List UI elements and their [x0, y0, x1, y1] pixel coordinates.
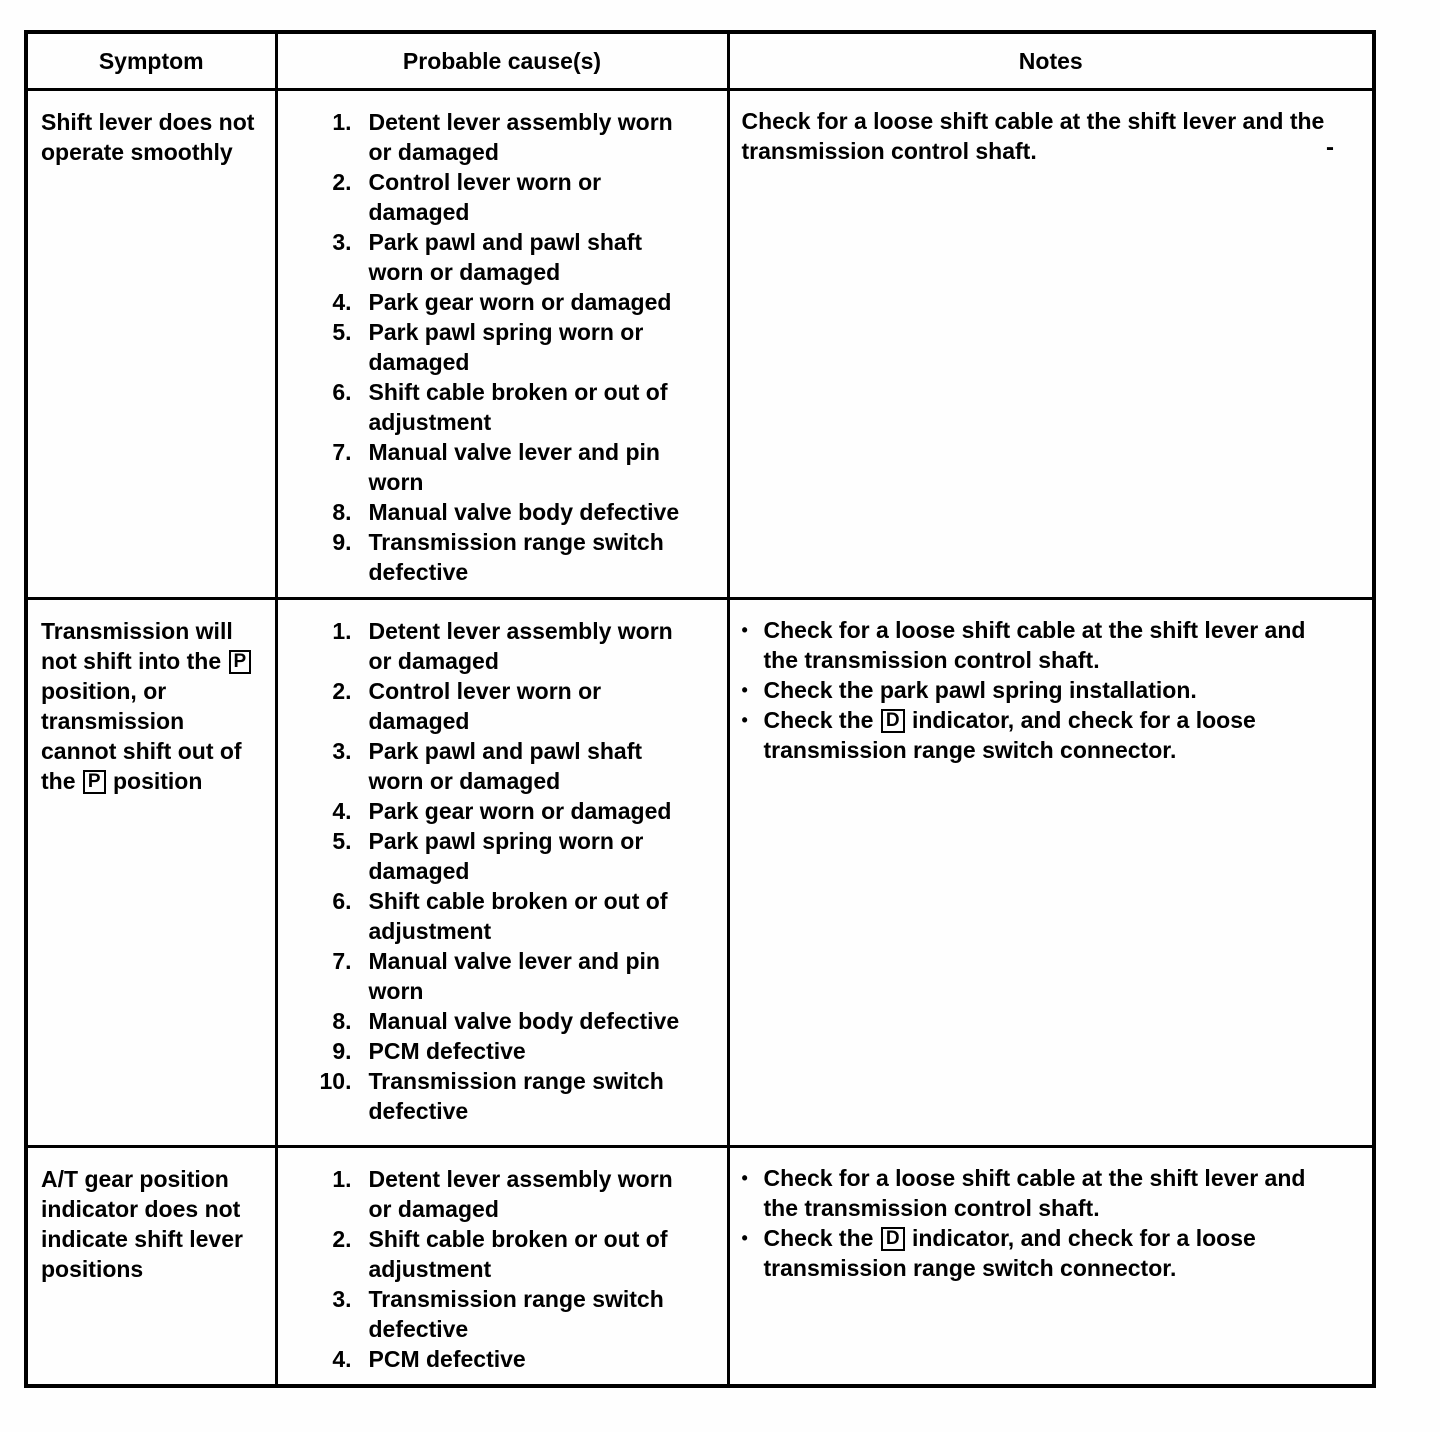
- cause-text: Manual valve lever and pin worn: [368, 439, 660, 495]
- probable-causes-cell: [276, 599, 728, 1147]
- bullet-icon: •: [741, 1228, 748, 1248]
- symptom-text: A/T gear position indicator does not indicate shift lever positions: [41, 1166, 243, 1282]
- cause-number: 1.: [332, 109, 352, 135]
- note-item: [742, 615, 1351, 675]
- cause-text: Park pawl spring worn or damaged: [368, 828, 644, 884]
- cause-item: [302, 167, 721, 227]
- cause-item: [302, 736, 721, 796]
- cause-item: [302, 527, 721, 587]
- bullet-icon: •: [741, 710, 748, 730]
- cause-item: [302, 287, 721, 317]
- cause-number: 7.: [332, 948, 352, 974]
- cause-number: 3.: [332, 738, 352, 764]
- cause-text: Detent lever assembly worn or damaged: [368, 618, 673, 674]
- cause-number: 6.: [332, 888, 352, 914]
- cause-item: [302, 616, 721, 676]
- cause-text: Control lever worn or damaged: [368, 678, 602, 734]
- cause-text: Park pawl spring worn or damaged: [368, 319, 644, 375]
- cause-number: 4.: [332, 289, 352, 315]
- cause-item: [302, 1284, 721, 1344]
- cause-text: PCM defective: [368, 1346, 526, 1372]
- cause-number: 1.: [332, 618, 352, 644]
- cause-number: 5.: [332, 319, 352, 345]
- cause-number: 4.: [332, 798, 352, 824]
- cause-text: Shift cable broken or out of adjustment: [368, 888, 668, 944]
- column-header-notes: Notes: [728, 32, 1374, 90]
- probable-causes-cell: [276, 90, 728, 599]
- position-indicator-d-icon: D: [881, 709, 905, 733]
- cause-number: 7.: [332, 439, 352, 465]
- cause-text: Transmission range switch defective: [368, 1286, 664, 1342]
- scan-artifact-mark: -: [1326, 134, 1334, 161]
- notes-cell: [728, 1147, 1374, 1387]
- note-item: [742, 1163, 1351, 1223]
- note-item: [742, 106, 1351, 166]
- position-indicator-d-icon: D: [881, 1227, 905, 1251]
- column-header-symptom: Symptom: [26, 32, 276, 90]
- cause-text: Park gear worn or damaged: [368, 798, 672, 824]
- cause-item: [302, 1006, 721, 1036]
- cause-item: [302, 497, 721, 527]
- troubleshooting-table-body: [26, 90, 1374, 1387]
- position-indicator-p-icon: P: [229, 650, 252, 674]
- cause-item: [302, 107, 721, 167]
- cause-item: [302, 1164, 721, 1224]
- cause-number: 3.: [332, 229, 352, 255]
- cause-text: PCM defective: [368, 1038, 526, 1064]
- cause-text: Park pawl and pawl shaft worn or damaged: [368, 738, 643, 794]
- table-row: [26, 599, 1374, 1147]
- cause-item: [302, 1224, 721, 1284]
- cause-item: [302, 1036, 721, 1066]
- cause-text: Manual valve lever and pin worn: [368, 948, 660, 1004]
- cause-number: 8.: [332, 499, 352, 525]
- symptom-cell: [26, 1147, 276, 1387]
- bullet-icon: •: [741, 680, 748, 700]
- cause-text: Manual valve body defective: [368, 1008, 680, 1034]
- bullet-icon: •: [741, 620, 748, 640]
- note-text: Check for a loose shift cable at the shift lever and the transmission control shaft.: [741, 108, 1325, 164]
- cause-text: Park gear worn or damaged: [368, 289, 672, 315]
- cause-text: Manual valve body defective: [368, 499, 680, 525]
- cause-number: 2.: [332, 169, 352, 195]
- cause-text: Control lever worn or damaged: [368, 169, 602, 225]
- cause-number: 1.: [332, 1166, 352, 1192]
- cause-item: [302, 886, 721, 946]
- symptom-text: Transmission will not shift into the P position, or transmission cannot shift out of the P position: [41, 616, 265, 796]
- position-indicator-p-icon: P: [83, 770, 106, 794]
- column-header-probable-causes: Probable cause(s): [276, 32, 728, 90]
- cause-item: [302, 826, 721, 886]
- symptom-cell: [26, 599, 276, 1147]
- cause-item: [302, 796, 721, 826]
- cause-number: 10.: [319, 1068, 352, 1094]
- note-item: [742, 705, 1351, 765]
- cause-text: Detent lever assembly worn or damaged: [368, 1166, 673, 1222]
- cause-number: 8.: [332, 1008, 352, 1034]
- note-item: [742, 675, 1351, 705]
- cause-item: [302, 317, 721, 377]
- cause-number: 2.: [332, 678, 352, 704]
- cause-text: Transmission range switch defective: [368, 1068, 664, 1124]
- table-row: [26, 1147, 1374, 1387]
- troubleshooting-table: [24, 30, 1376, 1388]
- note-text: Check for a loose shift cable at the shift lever and the transmission control shaft.: [763, 1165, 1306, 1221]
- cause-number: 4.: [332, 1346, 352, 1372]
- bullet-icon: •: [741, 1168, 748, 1188]
- cause-item: [302, 377, 721, 437]
- note-text: Check the D indicator, and check for a loose transmission range switch connector.: [763, 1225, 1256, 1281]
- cause-text: Shift cable broken or out of adjustment: [368, 379, 668, 435]
- cause-item: [302, 227, 721, 287]
- table-row: [26, 90, 1374, 599]
- cause-number: 9.: [332, 529, 352, 555]
- cause-number: 9.: [332, 1038, 352, 1064]
- cause-text: Transmission range switch defective: [368, 529, 664, 585]
- cause-number: 2.: [332, 1226, 352, 1252]
- notes-cell: [728, 90, 1374, 599]
- symptom-text: Shift lever does not operate smoothly: [41, 109, 255, 165]
- cause-text: Park pawl and pawl shaft worn or damaged: [368, 229, 643, 285]
- symptom-cell: [26, 90, 276, 599]
- cause-item: [302, 676, 721, 736]
- cause-item: [302, 946, 721, 1006]
- note-text: Check the D indicator, and check for a loose transmission range switch connector.: [763, 707, 1256, 763]
- header-row: [26, 32, 1374, 90]
- cause-item: [302, 1066, 721, 1126]
- notes-cell: [728, 599, 1374, 1147]
- note-text: Check the park pawl spring installation.: [763, 677, 1197, 703]
- cause-number: 3.: [332, 1286, 352, 1312]
- note-text: Check for a loose shift cable at the shift lever and the transmission control shaft.: [763, 617, 1306, 673]
- cause-number: 6.: [332, 379, 352, 405]
- cause-item: [302, 437, 721, 497]
- cause-text: Detent lever assembly worn or damaged: [368, 109, 673, 165]
- cause-item: [302, 1344, 721, 1374]
- note-item: [742, 1223, 1351, 1283]
- cause-number: 5.: [332, 828, 352, 854]
- cause-text: Shift cable broken or out of adjustment: [368, 1226, 668, 1282]
- probable-causes-cell: [276, 1147, 728, 1387]
